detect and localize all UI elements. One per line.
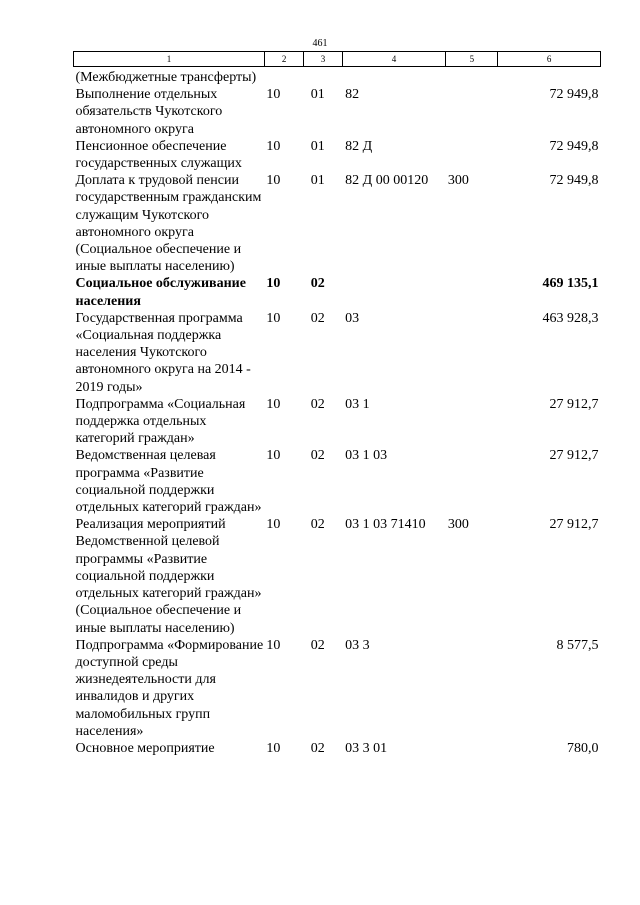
subsection-code (304, 67, 342, 87)
amount-value: 72 949,8 (549, 87, 599, 103)
amount-value: 463 928,3 (542, 310, 599, 326)
section-code: 10 (266, 740, 281, 756)
section-code: 10 (266, 517, 281, 533)
amount-value: 27 912,7 (549, 396, 599, 412)
subsection-code: 02 (310, 396, 325, 412)
item-name: Доплата к трудовой пенсии государственным гражданским служащим Чукотского автономного округа (Социальное обеспечение и иные выплаты населению) (75, 173, 262, 275)
target-article-code: 03 (345, 310, 360, 326)
expense-type-code: 300 (447, 517, 469, 533)
section-code: 10 (266, 396, 281, 412)
subsection-code: 02 (310, 310, 325, 326)
section-code: 10 (266, 138, 281, 154)
column-header: 2 (264, 52, 303, 67)
table-row (74, 138, 601, 172)
expense-type-code (446, 310, 498, 396)
expense-type-code: 300 (447, 173, 469, 189)
expense-type-code (446, 138, 498, 172)
item-name: Пенсионное обеспечение государственных служащих (75, 138, 242, 172)
subsection-code: 02 (310, 637, 325, 653)
table-row (74, 516, 601, 636)
subsection-code: 01 (310, 138, 325, 154)
budget-table (73, 51, 601, 757)
target-article-code: 82 Д (345, 138, 373, 154)
column-header: 4 (342, 52, 446, 67)
expense-type-code (446, 86, 498, 138)
amount-value: 27 912,7 (549, 517, 599, 533)
amount-value: 72 949,8 (549, 173, 599, 189)
page-number: 461 (312, 38, 328, 49)
column-header: 3 (304, 52, 342, 67)
item-name: Подпрограмма «Формирование доступной среды жизнедеятельности для инвалидов и других маломобильных групп населения» (75, 637, 264, 739)
subsection-code: 02 (310, 276, 325, 292)
expense-type-code (446, 275, 498, 309)
target-article-code (342, 67, 446, 87)
section-code: 10 (266, 173, 281, 189)
item-name: Государственная программа «Социальная поддержка населения Чукотского автономного округа на 2014 - 2019 годы» (75, 310, 251, 395)
item-name: Подпрограмма «Социальная поддержка отдельных категорий граждан» (75, 396, 246, 447)
subsection-code: 01 (310, 173, 325, 189)
amount-value: 780,0 (567, 740, 599, 756)
section-code (264, 67, 303, 87)
section-code: 10 (266, 87, 281, 103)
section-code: 10 (266, 448, 281, 464)
target-article-code (342, 275, 446, 309)
amount-value (498, 67, 601, 87)
target-article-code: 03 1 03 (345, 448, 388, 464)
target-article-code: 82 Д 00 00120 (345, 173, 429, 189)
subsection-code: 01 (310, 87, 325, 103)
item-name: Реализация мероприятий Ведомственной целевой программы «Развитие социальной поддержки отдельных категорий граждан» (Социальное обеспечение и иные выплаты населению) (75, 517, 262, 636)
item-name: Ведомственная целевая программа «Развитие социальной поддержки отдельных категорий граждан» (75, 448, 262, 516)
table-row (74, 172, 601, 275)
expense-type-code (446, 447, 498, 516)
column-number-header-row (74, 52, 601, 67)
table-row (74, 447, 601, 516)
item-name: Основное мероприятие (75, 740, 215, 756)
amount-value: 72 949,8 (549, 138, 599, 154)
amount-value: 27 912,7 (549, 448, 599, 464)
target-article-code: 03 1 03 71410 (345, 517, 426, 533)
column-header: 6 (498, 52, 601, 67)
section-code: 10 (266, 276, 281, 292)
column-header: 1 (74, 52, 265, 67)
target-article-code: 03 3 (345, 637, 370, 653)
amount-value: 8 577,5 (556, 637, 599, 653)
table-row (74, 67, 601, 87)
subsection-code: 02 (310, 517, 325, 533)
item-name: Социальное обслуживание населения (75, 276, 246, 309)
subsection-code: 02 (310, 448, 325, 464)
amount-value: 469 135,1 (542, 276, 599, 292)
table-row (74, 275, 601, 309)
target-article-code: 82 (345, 87, 360, 103)
section-code: 10 (266, 310, 281, 326)
table-row (74, 86, 601, 138)
column-header: 5 (446, 52, 498, 67)
table-row (74, 637, 601, 740)
expense-type-code (446, 67, 498, 87)
table-row (74, 740, 601, 757)
table-row (74, 396, 601, 448)
subsection-code: 02 (310, 740, 325, 756)
table-row (74, 310, 601, 396)
item-name: (Межбюджетные трансферты) (75, 70, 257, 85)
target-article-code: 03 1 (345, 396, 370, 412)
target-article-code: 03 3 01 (345, 740, 388, 756)
expense-type-code (446, 740, 498, 757)
item-name: Выполнение отдельных обязательств Чукотского автономного округа (75, 87, 223, 137)
expense-type-code (446, 396, 498, 448)
section-code: 10 (266, 637, 281, 653)
expense-type-code (446, 637, 498, 740)
